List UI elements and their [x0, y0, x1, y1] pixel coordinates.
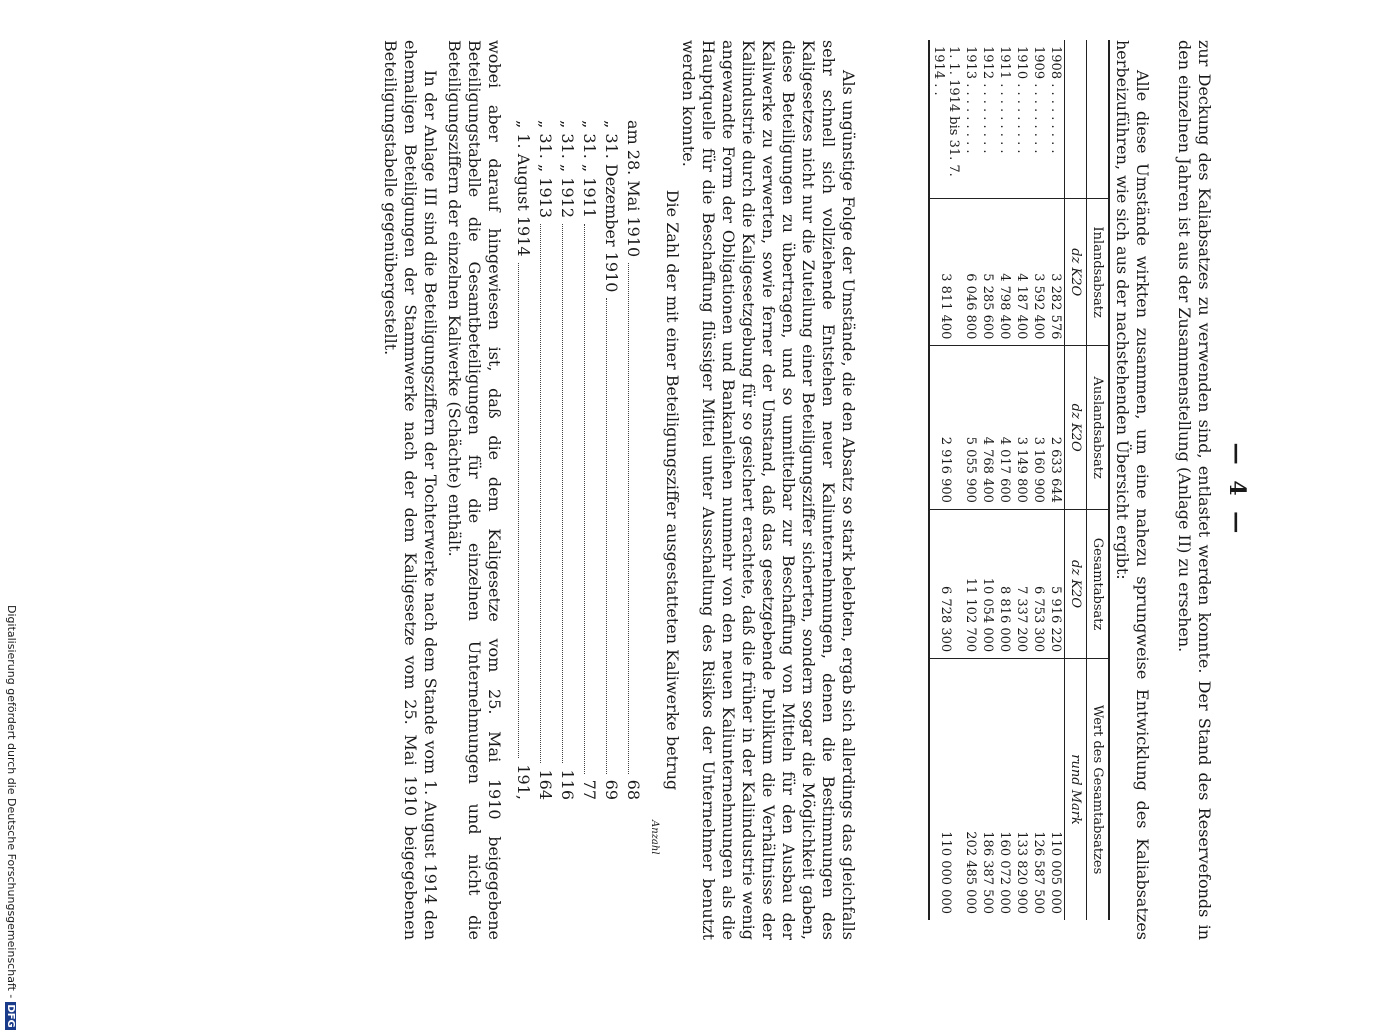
list-item	[578, 120, 600, 800]
table-row	[996, 40, 1013, 920]
unit-ausland: dz K2O	[1065, 346, 1087, 509]
cell-wert: 126 587 500	[1030, 659, 1047, 920]
cell-gesamt: 10 054 000	[979, 509, 996, 658]
cell-gesamt: 6 728 300	[929, 509, 962, 658]
cell-inland: 6 046 800	[962, 199, 979, 346]
cell-inland: 3 811 400	[929, 199, 962, 346]
unit-wert: rund Mark	[1065, 659, 1087, 920]
unit-year	[1065, 40, 1087, 199]
cell-gesamt: 6 753 300	[1030, 509, 1047, 658]
list-item-label: „ 1. August 1914	[512, 120, 534, 257]
cell-ausland: 3 160 900	[1030, 346, 1047, 509]
cell-year: 1913 . . . . . . . . .	[962, 40, 979, 199]
cell-ausland: 2 633 644	[1047, 346, 1065, 509]
cell-wert: 202 485 000	[962, 659, 979, 920]
list-item-label: „ 31. „ 1913	[534, 120, 556, 218]
cell-inland: 4 187 400	[1013, 199, 1030, 346]
cell-year: 1912 . . . . . . . . .	[979, 40, 996, 199]
cell-gesamt: 5 916 220	[1047, 509, 1065, 658]
paragraph-5: In der Anlage III sind die Beteiligungsziffern der Tochterwerke nach dem Stande vom 1. August 1914 den ehemaligen Beteiligungen der Stammwerke nach der dem Kaligesetze vom 25. Mai 1910 beigegebenen Beteiligungstabelle gegenübergestellt.	[380, 40, 440, 940]
header-inland: Inlandsabsatz	[1087, 199, 1110, 346]
cell-ausland: 4 017 600	[996, 346, 1013, 509]
sales-table	[928, 40, 1110, 920]
dfg-logo-icon: DFG	[5, 1002, 16, 1029]
list-item	[556, 120, 578, 800]
table-unit-row	[1065, 40, 1087, 920]
cell-gesamt: 11 102 700	[962, 509, 979, 658]
footer-text: Digitalisierung gefördert durch die Deutsche Forschungsgemeinschaft -	[5, 605, 18, 998]
digitization-footer	[5, 605, 18, 985]
list-item-label: „ 31. Dezember 1910	[600, 120, 622, 292]
cell-gesamt: 7 337 200	[1013, 509, 1030, 658]
list-item-label: „ 31. „ 1912	[556, 120, 578, 218]
list-item	[534, 120, 556, 800]
cell-year: 1909 . . . . . . . . .	[1030, 40, 1047, 199]
paragraph-1: zur Deckung des Kaliabsatzes zu verwenden sind, entlastet werden konnte. Der Stand des Reservefonds in den einzelnen Jahren ist aus der Zusammenstellung (Anlage II) zu ersehen.	[1174, 40, 1214, 940]
cell-ausland: 4 768 400	[979, 346, 996, 509]
cell-wert: 110 000 000	[929, 659, 962, 920]
cell-inland: 3 592 400	[1030, 199, 1047, 346]
list-item-label: „ 31. „ 1911	[578, 120, 600, 218]
list-item-value: 68	[622, 780, 644, 800]
cell-year: 1910 . . . . . . . . .	[1013, 40, 1030, 199]
table-header-row	[1087, 40, 1110, 920]
cell-year: 1908 . . . . . . . . .	[1047, 40, 1065, 199]
header-wert: Wert des Gesamtabsatzes	[1087, 659, 1110, 920]
table-row	[1030, 40, 1047, 920]
header-year	[1087, 40, 1110, 199]
rotated-page	[100, 40, 1250, 940]
unit-gesamt: dz K2O	[1065, 509, 1087, 658]
count-list	[512, 120, 644, 800]
list-item-value: 69	[600, 780, 622, 800]
paragraph-3: Als ungünstige Folge der Umstände, die den Absatz so stark belebten, ergab sich allerdings das gleichfalls sehr schnell sich vollziehende Entstehen neuer Kaliunternehmungen, denen die Bestimmungen des Kaligesetzes nicht nur die Zuteilung einer Beteiligungsziffer sicherten, sondern sogar die Möglichkeit gaben, diese Beteiligungen zu übertragen, und so unmittelbar zur Beschaffung von Mitteln für den Ausbau der Kaliwerke zu verwerten, sowie ferner der Umstand, daß das gesetzgebende Publikum die Verhältnisse der Kaliindustrie durch die Kaligesetzgebung für so gesichert erachtete, daß die früher in der Kaliindustrie wenig angewandte Form der Obligationen und Bankanleihen nunmehr von den neuen Kaliunternehmungen als die Hauptquelle für die Beschaffung flüssiger Mittel unter Ausschaltung des Risikos der Unternehmer benutzt werden konnte.	[678, 40, 858, 940]
cell-wert: 110 005 000	[1047, 659, 1065, 920]
cell-inland: 3 282 576	[1047, 199, 1065, 346]
list-item-value: 116	[556, 769, 578, 800]
cell-ausland: 5 055 900	[962, 346, 979, 509]
table-row	[1013, 40, 1030, 920]
table-row	[929, 40, 962, 920]
list-item-value: 191,	[512, 764, 534, 800]
list-item-value: 77	[578, 780, 600, 800]
cell-ausland: 3 149 800	[1013, 346, 1030, 509]
paragraph-2: Alle diese Umstände wirkten zusammen, um eine nahezu sprungweise Entwicklung des Kaliabsatzes herbeizuführen, wie sich aus der nachstehenden Übersicht ergibt:	[1112, 40, 1152, 940]
cell-ausland: 2 916 900	[929, 346, 962, 509]
table-row	[1047, 40, 1065, 920]
header-ausland: Auslandsabsatz	[1087, 346, 1110, 509]
table-row	[962, 40, 979, 920]
anzahl-label: Anzahl	[649, 820, 660, 855]
cell-inland: 4 798 400	[996, 199, 1013, 346]
list-item-value: 164	[534, 769, 556, 800]
list-item	[622, 120, 644, 800]
cell-inland: 5 285 600	[979, 199, 996, 346]
cell-year: 1911 . . . . . . . . .	[996, 40, 1013, 199]
section-title: Die Zahl der mit einer Beteiligungsziffer ausgestatteten Kaliwerke betrug	[663, 40, 682, 940]
unit-inland: dz K2O	[1065, 199, 1087, 346]
cell-wert: 186 387 500	[979, 659, 996, 920]
list-item	[512, 120, 534, 800]
cell-wert: 133 820 900	[1013, 659, 1030, 920]
cell-wert: 160 072 000	[996, 659, 1013, 920]
page-number: — 4 —	[1224, 40, 1250, 940]
cell-gesamt: 8 816 000	[996, 509, 1013, 658]
cell-year: 1. 1. 1914 bis 31. 7. 1914 . .	[929, 40, 962, 199]
list-item-label: am 28. Mai 1910	[622, 120, 644, 257]
table-row	[979, 40, 996, 920]
header-gesamt: Gesamtabsatz	[1087, 509, 1110, 658]
paragraph-4: wobei aber darauf hingewiesen ist, daß die dem Kaligesetze vom 25. Mai 1910 beigegebene Beteiligungstabelle die Gesamtbeteiligungen für die einzelnen Unternehmungen und nicht die Beteiligungsziffern der einzelnen Kaliwerke (Schächte) enthält.	[444, 40, 504, 940]
list-item	[600, 120, 622, 800]
